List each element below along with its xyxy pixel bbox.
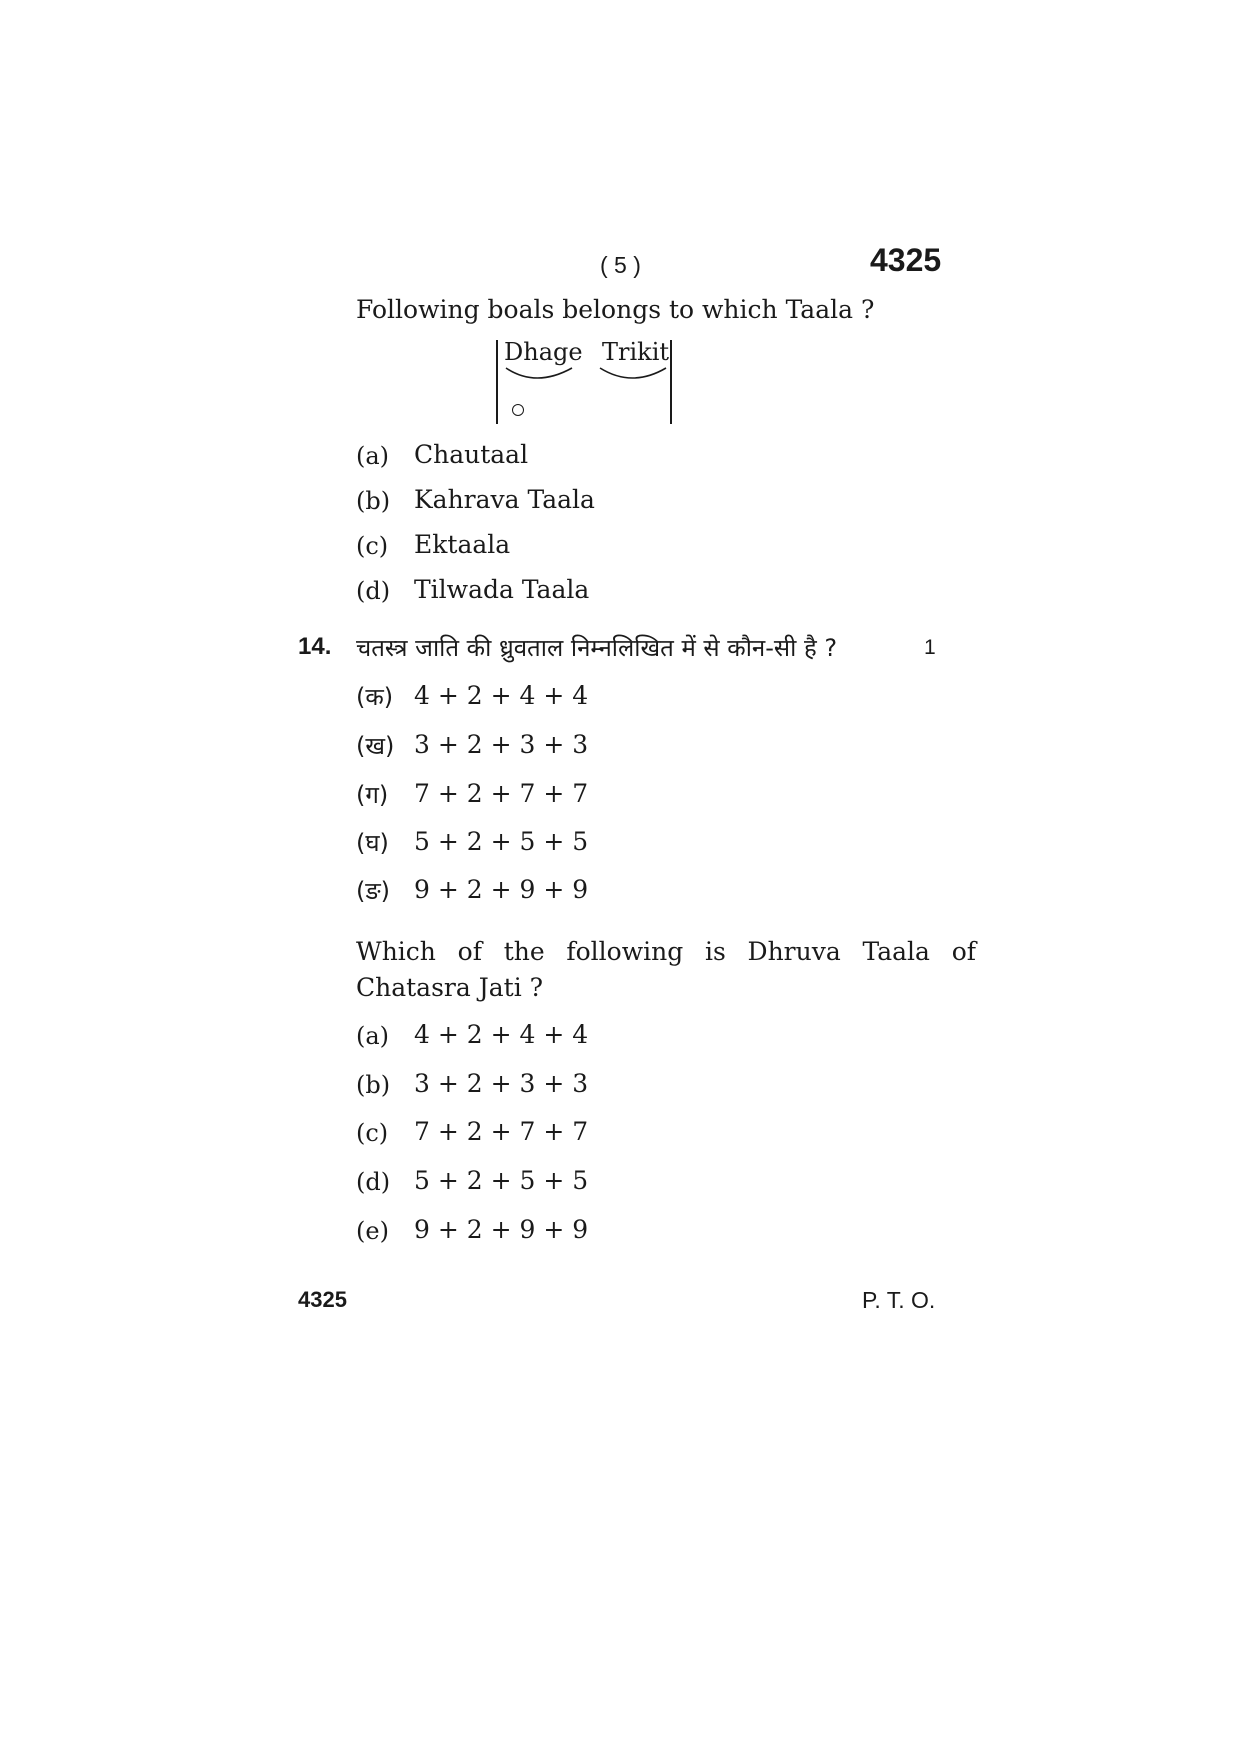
arc-trikit [600, 368, 666, 378]
option-text: 9 + 2 + 9 + 9 [414, 875, 589, 904]
pto-label: P. T. O. [862, 1287, 936, 1313]
page-number: ( 5 ) [600, 252, 641, 278]
option-text: 7 + 2 + 7 + 7 [414, 1117, 589, 1146]
option-label: (d) [356, 577, 391, 605]
question-14-english-line-1 [356, 937, 976, 966]
question-13-english-text: Following boals belongs to which Taala ? [356, 295, 875, 324]
word: the [503, 937, 545, 966]
option-text: 5 + 2 + 5 + 5 [414, 1166, 589, 1195]
option-label: (ग) [356, 781, 389, 809]
option-text: 4 + 2 + 4 + 4 [414, 1020, 589, 1049]
bol-trikit: Trikit [602, 338, 670, 366]
option-label: (e) [356, 1217, 389, 1245]
option-text: 3 + 2 + 3 + 3 [414, 1069, 589, 1098]
option-text: Tilwada Taala [414, 575, 590, 604]
option-text: 5 + 2 + 5 + 5 [414, 827, 589, 856]
word: Dhruva [747, 937, 841, 966]
word: of [951, 937, 976, 966]
option-label: (c) [356, 1119, 389, 1147]
word: Which [356, 937, 436, 966]
option-label: (b) [356, 1071, 391, 1099]
option-text: 9 + 2 + 9 + 9 [414, 1215, 589, 1244]
word: of [457, 937, 482, 966]
option-label: (ङ) [356, 877, 391, 905]
option-label: (क) [356, 683, 394, 711]
question-14-english-line-2: Chatasra Jati ? [356, 973, 544, 1002]
bol-arcs [500, 360, 670, 390]
khali-circle-icon [512, 404, 524, 416]
word: Taala [862, 937, 930, 966]
option-text: 3 + 2 + 3 + 3 [414, 730, 589, 759]
option-label: (ख) [356, 732, 395, 760]
option-text: 7 + 2 + 7 + 7 [414, 779, 589, 808]
option-label: (b) [356, 487, 391, 515]
question-marks: 1 [924, 636, 936, 659]
option-label: (a) [356, 1022, 390, 1050]
option-text: Chautaal [414, 440, 529, 469]
option-label: (d) [356, 1168, 391, 1196]
option-label: (c) [356, 532, 389, 560]
word: following [566, 937, 684, 966]
option-label: (घ) [356, 829, 389, 857]
arc-dhage [506, 368, 572, 378]
option-text: 4 + 2 + 4 + 4 [414, 681, 589, 710]
vibhag-bar-left [496, 340, 498, 424]
option-label: (a) [356, 442, 390, 470]
bol-dhage: Dhage [504, 338, 583, 366]
vibhag-bar-right [670, 340, 672, 424]
question-number: 14. [298, 633, 332, 660]
option-text: Ektaala [414, 530, 511, 559]
paper-code-header: 4325 [870, 242, 942, 278]
paper-code-footer: 4325 [298, 1287, 347, 1312]
option-text: Kahrava Taala [414, 485, 595, 514]
question-14-hindi-text: चतस्त्र जाति की ध्रुवताल निम्नलिखित में से कौन-सी है ? [356, 634, 838, 662]
word: is [704, 937, 726, 966]
